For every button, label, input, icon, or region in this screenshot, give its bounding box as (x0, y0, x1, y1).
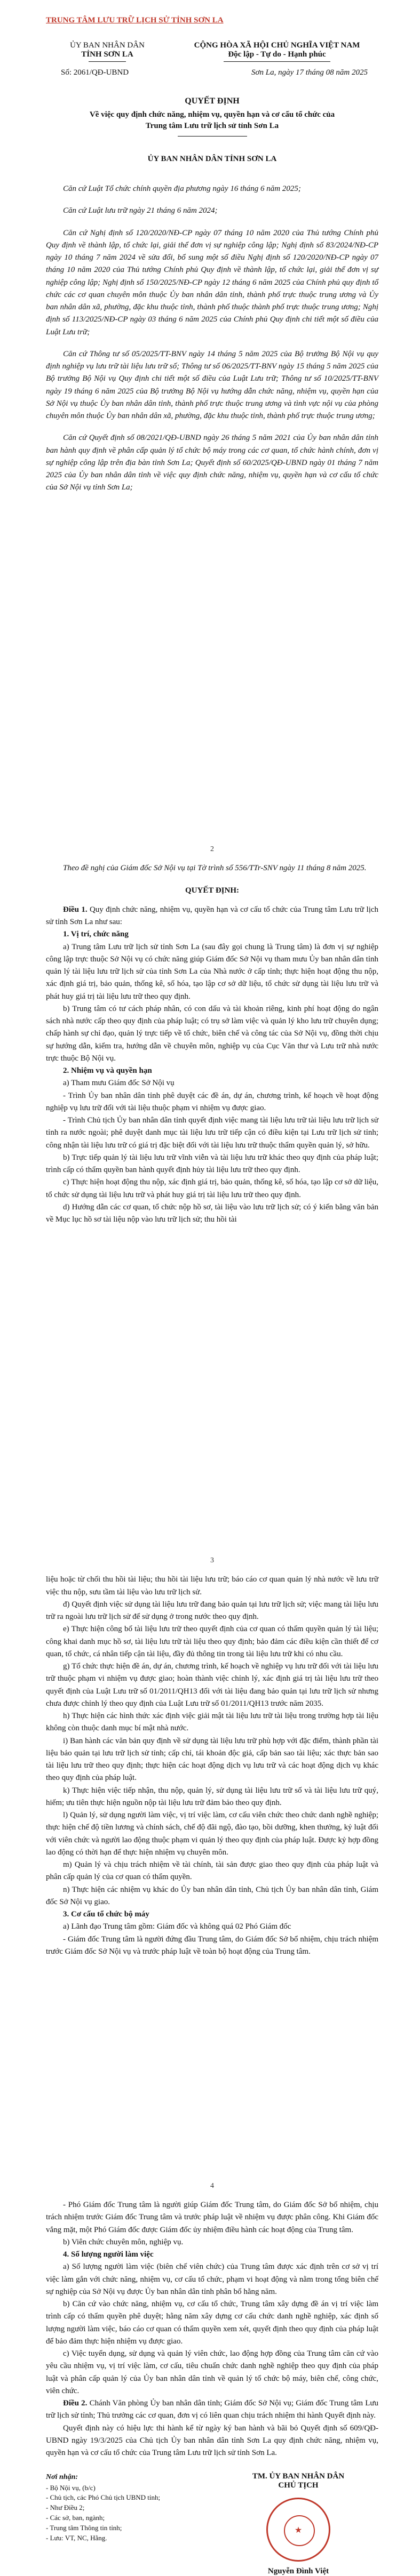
recipient-item: - Trung tâm Thông tin tỉnh; (46, 2523, 122, 2532)
signature-line2: CHỦ TỊCH (278, 2481, 319, 2490)
section-2-continuation: liệu hoặc từ chối thu hồi tài liệu; thu hồi tài liệu lưu trữ; báo cáo cơ quan quản lý nhà nước về lưu trữ việc thu nộp, sưu tầm tài liệu vào lưu trữ lịch sử. (46, 1575, 378, 1596)
page-break-space (46, 1958, 378, 2182)
page-number: 4 (210, 2182, 214, 2190)
section-3-item: - Phó Giám đốc Trung tâm là người giúp Giám đốc Trung tâm, do Giám đốc Sở bổ nhiệm, chịu trách nhiệm trước Giám đốc Trung tâm và trước pháp luật về nhiệm vụ được phân công. Khi Giám đốc vắng mặt, một Phó Giám đốc được Giám đốc ủy nhiệm điều hành các hoạt động của Trung tâm. (46, 2201, 378, 2234)
page-number: 3 (210, 1556, 214, 1565)
motto-block (176, 41, 378, 65)
recipient-item: - Bộ Nội vụ, (b/c) (46, 2483, 96, 2492)
issuer-rule (89, 61, 126, 62)
section-3-title: 3. Cơ cấu tổ chức bộ máy (63, 1910, 149, 1919)
section-2-item: l) Quản lý, sử dụng người làm việc, vị trí việc làm, cơ cấu viên chức theo chức danh nghề nghiệp; thực hiện chế độ tiền lương và chính sách, chế độ đãi ngộ, đào tạo, bồi dưỡng, khen thưởng, kỷ luật đối với viên chức và người lao động thuộc phạm vi quản lý theo quy định của pháp luật. Được kỷ hợp đồng lao động có thời hạn để thực hiện nhiệm vụ chuyên môn. (46, 1811, 378, 1857)
issuer-block (46, 41, 169, 65)
section-4-item: a) Số lượng người làm việc (biên chế viên chức) của Trung tâm được xác định trên cơ sở vị trí việc làm gắn với chức năng, nhiệm vụ, cơ cấu tổ chức, phạm vi hoạt động và nằm trong tổng biên chế sự nghiệp của Sở Nội vụ được Ủy ban nhân dân tỉnh phân bổ hằng năm. (46, 2262, 378, 2296)
official-seal-icon (266, 2498, 330, 2562)
motto: Độc lập - Tự do - Hạnh phúc (228, 50, 326, 59)
section-2-title: 2. Nhiệm vụ và quyền hạn (63, 1066, 152, 1075)
document-title: QUYẾT ĐỊNH (185, 97, 240, 106)
section-2-item: - Trình Ủy ban nhân dân tỉnh phê duyệt các đề án, dự án, chương trình, kế hoạch về hoạt động nghiệp vụ lưu trữ đối với tài liệu thuộc phạm vi nhiệm vụ được giao. (46, 1091, 378, 1112)
section-4-title: 4. Số lượng người làm việc (63, 2250, 154, 2259)
article-2-effect: Quyết định này có hiệu lực thi hành kể từ ngày ký ban hành và bãi bỏ Quyết định số 609/QĐ-UBND ngày 19/3/2025 của Chủ tịch Ủy ban nhân dân tỉnh Sơn La quy định chức năng, nhiệm vụ, quyền hạn và cơ cấu tổ chức của Trung tâm Lưu trữ lịch sử tỉnh Sơn La. (46, 2423, 378, 2457)
document-subtitle: Về việc quy định chức năng, nhiệm vụ, quyền hạn và cơ cấu tổ chức của Trung tâm Lưu trữ lịch sử tỉnh Sơn La (89, 110, 335, 130)
archive-stamp: TRUNG TÂM LƯU TRỮ LỊCH SỬ TỈNH SƠN LA (46, 16, 224, 25)
section-2-item: b) Trực tiếp quản lý tài liệu lưu trữ vĩnh viễn và tài liệu lưu trữ khác theo quy định của pháp luật; trình cấp có thẩm quyền ban hành quyết định hủy tài liệu lưu trữ theo quy định. (46, 1153, 378, 1174)
section-3-item: a) Lãnh đạo Trung tâm gồm: Giám đốc và không quá 02 Phó Giám đốc (63, 1922, 291, 1931)
place-date: Sơn La, ngày 17 tháng 08 năm 2025 (251, 68, 368, 77)
section-2-item: h) Thực hiện các hình thức xác định việc giải mật tài liệu lưu trữ tài liệu trong trường hợp tài liệu không còn thuộc danh mục bí mật nhà nước. (46, 1712, 378, 1733)
section-2-item: a) Tham mưu Giám đốc Sở Nội vụ (63, 1079, 175, 1088)
section-2-item: - Trình Chủ tịch Ủy ban nhân dân tỉnh quyết định việc mang tài liệu lưu trữ tài liệu lưu trữ lịch sử tỉnh ra nước ngoài; phê duyệt danh mục tài liệu lưu trữ tiếp cận có điều kiện tại Lưu trữ lịch sử tỉnh; công nhận tài liệu lưu trữ có giá trị đặc biệt đối với tài liệu lưu trữ thuộc thẩm quyền quản lý, sở hữu. (46, 1116, 378, 1150)
section-2-item: g) Tổ chức thực hiện đề án, dự án, chương trình, kế hoạch về nghiệp vụ lưu trữ đối với tài liệu lưu trữ thuộc phạm vi nhiệm vụ được giao; hoàn thành việc chỉnh lý, xác định giá trị tài liệu lưu trữ theo quyết định của Luật Lưu trữ số 01/2011/QH13 đối với tài liệu đang bảo quản tại lưu trữ lịch sử nhưng chưa được chỉnh lý theo quy định của Luật Lưu trữ số 01/2011/QH13 trước năm 2035. (46, 1662, 378, 1708)
subtitle-rule (178, 136, 247, 137)
article-2 (46, 2397, 378, 2422)
section-1-item: b) Trung tâm có tư cách pháp nhân, có con dấu và tài khoản riêng, kinh phí hoạt động do ngân sách nhà nước cấp theo quy định của pháp luật; có trụ sở làm việc và quản lý kho lưu trữ chuyên dụng; chấp hành sự chỉ đạo, quản lý trực tiếp về tổ chức, biên chế và công tác của Sở Nội vụ, đồng thời chịu sự hướng dẫn, kiểm tra, hướng dẫn về chuyên môn, nghiệp vụ của Cục Văn thư và Lưu trữ nhà nước trực thuộc Bộ Nội vụ. (46, 1004, 378, 1063)
section-2-item: k) Thực hiện việc tiếp nhận, thu nộp, quản lý, sử dụng tài liệu lưu trữ số và tài liệu lưu trữ quý, hiếm; ưu tiên thực hiện nguồn nộp tài liệu lưu trữ đảm bảo theo quy định. (46, 1786, 378, 1807)
section-1-title: 1. Vị trí, chức năng (63, 930, 129, 939)
decision-label: QUYẾT ĐỊNH: (185, 886, 239, 895)
proposal-basis: Theo đề nghị của Giám đốc Sở Nội vụ tại Tờ trình số 556/TTr-SNV ngày 11 tháng 8 năm 2025. (63, 863, 367, 872)
star-icon: ★ (294, 2526, 303, 2535)
document-number: Số: 2061/QĐ-UBND (61, 68, 129, 77)
recipient-item: - Như Điều 2; (46, 2503, 85, 2512)
document-header (46, 41, 378, 65)
signature-block (218, 2472, 378, 2576)
article-2-text: Chánh Văn phòng Ủy ban nhân dân tỉnh; Giám đốc Sở Nội vụ; Giám đốc Trung tâm Lưu trữ lịch sử tỉnh; Thủ trưởng các cơ quan, đơn vị có liên quan chịu trách nhiệm thi hành Quyết định này. (46, 2399, 379, 2420)
section-4-item: b) Căn cứ vào chức năng, nhiệm vụ, cơ cấu tổ chức, Trung tâm xây dựng đề án vị trí việc làm trình cấp có thẩm quyền phê duyệt; hằng năm xây dựng cơ cấu chức danh nghề nghiệp, xác định số lượng người làm việc, báo cáo cơ quan có thẩm quyền xem xét, quyết định theo quy định của pháp luật để bảo đảm thực hiện nhiệm vụ được giao. (46, 2300, 378, 2346)
country-name: CỘNG HÒA XÃ HỘI CHỦ NGHĨA VIỆT NAM (194, 41, 360, 50)
document-meta (46, 68, 378, 77)
recipients-list (46, 2472, 169, 2576)
recipient-item: - Các sở, ban, ngành; (46, 2514, 105, 2522)
recipient-item: - Chủ tịch, các Phó Chủ tịch UBND tỉnh; (46, 2493, 161, 2502)
motto-rule (224, 61, 330, 62)
page-break-space (46, 1226, 378, 1556)
section-3-item: b) Viên chức chuyên môn, nghiệp vụ. (63, 2237, 184, 2246)
section-2-item: d) Hướng dẫn các cơ quan, tổ chức nộp hồ sơ, tài liệu vào lưu trữ lịch sử; có ý kiến bằng văn bản về Mục lục hồ sơ tài liệu nộp vào lưu trữ lịch sử; thu hồi tài (46, 1202, 378, 1224)
article-1-text: Quy định chức năng, nhiệm vụ, quyền hạn và cơ cấu tổ chức của Trung tâm Lưu trữ lịch sử tỉnh Sơn La như sau: (46, 905, 379, 926)
article-2-label: Điều 2. (63, 2399, 88, 2408)
issuer-line2: TỈNH SƠN LA (81, 50, 133, 59)
signature-line1: TM. ỦY BAN NHÂN DÂN (252, 2472, 345, 2481)
section-2-item: i) Ban hành các văn bản quy định về sử dụng tài liệu lưu trữ phù hợp với đặc điểm, thành phần tài liệu bảo quản tại lưu trữ lịch sử tỉnh; cấp chỉ, tái khoản độc giả, cấp bản sao tài liệu; xác thực bản sao tài liệu lưu trữ theo quy định; thực hiện các hoạt động dịch vụ lưu trữ và các hoạt động dịch vụ khác theo quy định của pháp luật. (46, 1736, 378, 1783)
legal-basis: Căn cứ Quyết định số 08/2021/QĐ-UBND ngày 26 tháng 5 năm 2021 của Ủy ban nhân dân tỉnh ban hành quy định về phân cấp quản lý tổ chức bộ máy trong các cơ quan, tổ chức hành chính, đơn vị sự nghiệp công lập trên địa bàn tỉnh Sơn La; Quyết định số 60/2025/QĐ-UBND ngày 01 tháng 7 năm 2025 của Ủy ban nhân dân tỉnh về việc quy định chức năng, nhiệm vụ, quyền hạn và cơ cấu tổ chức của Sở Nội vụ tỉnh Sơn La; (46, 434, 378, 492)
recipient-item: - Lưu: VT, NC, Hằng. (46, 2533, 107, 2542)
section-3-item: - Giám đốc Trung tâm là người đứng đầu Trung tâm, do Giám đốc Sở bổ nhiệm, chịu trách nhiệm trước Giám đốc Sở Nội vụ và trước pháp luật về toàn bộ hoạt động của Trung tâm. (46, 1935, 378, 1956)
section-2-item: đ) Quyết định việc sử dụng tài liệu lưu trữ đang bảo quản tại lưu trữ lịch sử; việc mang tài liệu lưu trữ ra ngoài lưu trữ lịch sử để sử dụng ở trong nước theo quy định. (46, 1600, 378, 1621)
section-2-item: m) Quản lý và chịu trách nhiệm về tài chính, tài sản được giao theo quy định của pháp luật và phân cấp quản lý của cơ quan có thẩm quyền. (46, 1860, 378, 1882)
page-number: 2 (210, 845, 214, 853)
page-break-space (46, 504, 378, 845)
legal-basis: Căn cứ Luật lưu trữ ngày 21 tháng 6 năm 2024; (63, 206, 218, 215)
legal-basis: Căn cứ Thông tư số 05/2025/TT-BNV ngày 14 tháng 5 năm 2025 của Bộ trưởng Bộ Nội vụ quy định nghiệp vụ lưu trữ tài liệu lưu trữ số; Thông tư số 06/2025/TT-BNV ngày 15 tháng 5 năm 2025 của Bộ trưởng Bộ Nội vụ Quy định chi tiết một số điều của Luật Lưu trữ; Thông tư số 10/2025/TT-BNV ngày 19 tháng 6 năm 2025 của Bộ trưởng Bộ Nội vụ hướng dẫn chức năng, nhiệm vụ, quyền hạn của Sở Nội vụ thuộc Ủy ban nhân dân tỉnh, thành phố trực thuộc trung ương và tình vực nội vụ của phòng chuyên môn thuộc Ủy ban nhân dân xã, phường, đặc khu thuộc tỉnh, thành phố trực thuộc trung ương; (46, 349, 378, 420)
section-1-item: a) Trung tâm Lưu trữ lịch sử tỉnh Sơn La (sau đây gọi chung là Trung tâm) là đơn vị sự nghiệp công lập trực thuộc Sở Nội vụ có chức năng giúp Giám đốc Sở Nội vụ tham mưu Ủy ban nhân dân tỉnh quản lý tài liệu lưu trữ lịch sử của tỉnh Sơn La của Nhà nước ở cấp tỉnh; thực hiện hoạt động thu nộp, xác định giá trị, bảo quản, thống kê, số hóa, tạo lập cơ sở dữ liệu, tổ chức sử dụng tài liệu lưu trữ và phát huy giá trị tài liệu lưu trữ theo quy định. (46, 942, 378, 1001)
issuer-line1: ỦY BAN NHÂN DÂN (70, 41, 145, 50)
section-2-item: c) Thực hiện hoạt động thu nộp, xác định giá trị, bảo quản, thống kê, số hóa, tạo lập cơ sở dữ liệu, tổ chức sử dụng tài liệu lưu trữ và phát huy giá trị tài liệu lưu trữ theo quy định. (46, 1178, 378, 1199)
recipients-label: Nơi nhận: (46, 2473, 78, 2482)
section-2-item: e) Thực hiện công bố tài liệu lưu trữ theo quyết định của cơ quan có thẩm quyền quản lý tài liệu; công khai danh mục hồ sơ, tài liệu lưu trữ tài liệu theo quy định; bảo đảm các điều kiện cần thiết để cơ quan, tổ chức, cá nhân tiếp cận tài liệu, đầy đủ thông tin trong tài liệu lưu trữ khi có nhu cầu. (46, 1625, 378, 1658)
document-footer (46, 2472, 378, 2576)
section-4-item: c) Việc tuyển dụng, sử dụng và quản lý viên chức, lao động hợp đồng của Trung tâm căn cứ vào yêu cầu nhiệm vụ, vị trí việc làm, cơ cấu, tiêu chuẩn chức danh nghề nghiệp theo quy định của pháp luật và phân cấp quản lý của Ủy ban nhân dân tỉnh về quản lý tổ chức bộ máy, biên chế, công chức, viên chức. (46, 2349, 378, 2395)
legal-basis: Căn cứ Nghị định số 120/2020/NĐ-CP ngày 07 tháng 10 năm 2020 của Thủ tướng Chính phủ Quy định về thành lập, tổ chức lại, giải thể đơn vị sự nghiệp công lập; Nghị định số 83/2024/NĐ-CP ngày 10 tháng 7 năm 2024 về sửa đổi, bổ sung một số điều Nghị định số 120/2020/NĐ-CP ngày 07 tháng 10 năm 2020 của Thủ tướng Chính phủ Quy định về thành lập, tổ chức lại, giải thể đơn vị sự nghiệp công lập; Nghị định số 150/2025/NĐ-CP ngày 12 tháng 6 năm 2025 của Chính phủ quy định tổ chức các cơ quan chuyên môn thuộc Ủy ban nhân dân tỉnh, thành phố trực thuộc trung ương và Ủy ban nhân dân xã, phường, đặc khu thuộc tỉnh, thành phố thuộc thành phố trực thuộc trung ương; Nghị định số 113/2025/NĐ-CP ngày 03 tháng 6 năm 2025 của Chính phủ Quy định chi tiết một số điều của Luật Lưu trữ; (46, 228, 378, 336)
legal-basis: Căn cứ Luật Tổ chức chính quyền địa phương ngày 16 tháng 6 năm 2025; (63, 184, 301, 193)
signer-name: Nguyễn Đình Việt (267, 2567, 329, 2576)
legal-bases (46, 183, 378, 494)
section-2-item: n) Thực hiện các nhiệm vụ khác do Ủy ban nhân dân tỉnh, Chủ tịch Ủy ban nhân dân tỉnh, Giám đốc Sở Nội vụ giao. (46, 1885, 378, 1906)
issuing-authority: ỦY BAN NHÂN DÂN TỈNH SƠN LA (147, 155, 277, 163)
article-1 (46, 904, 378, 929)
article-1-label: Điều 1. (63, 905, 88, 914)
